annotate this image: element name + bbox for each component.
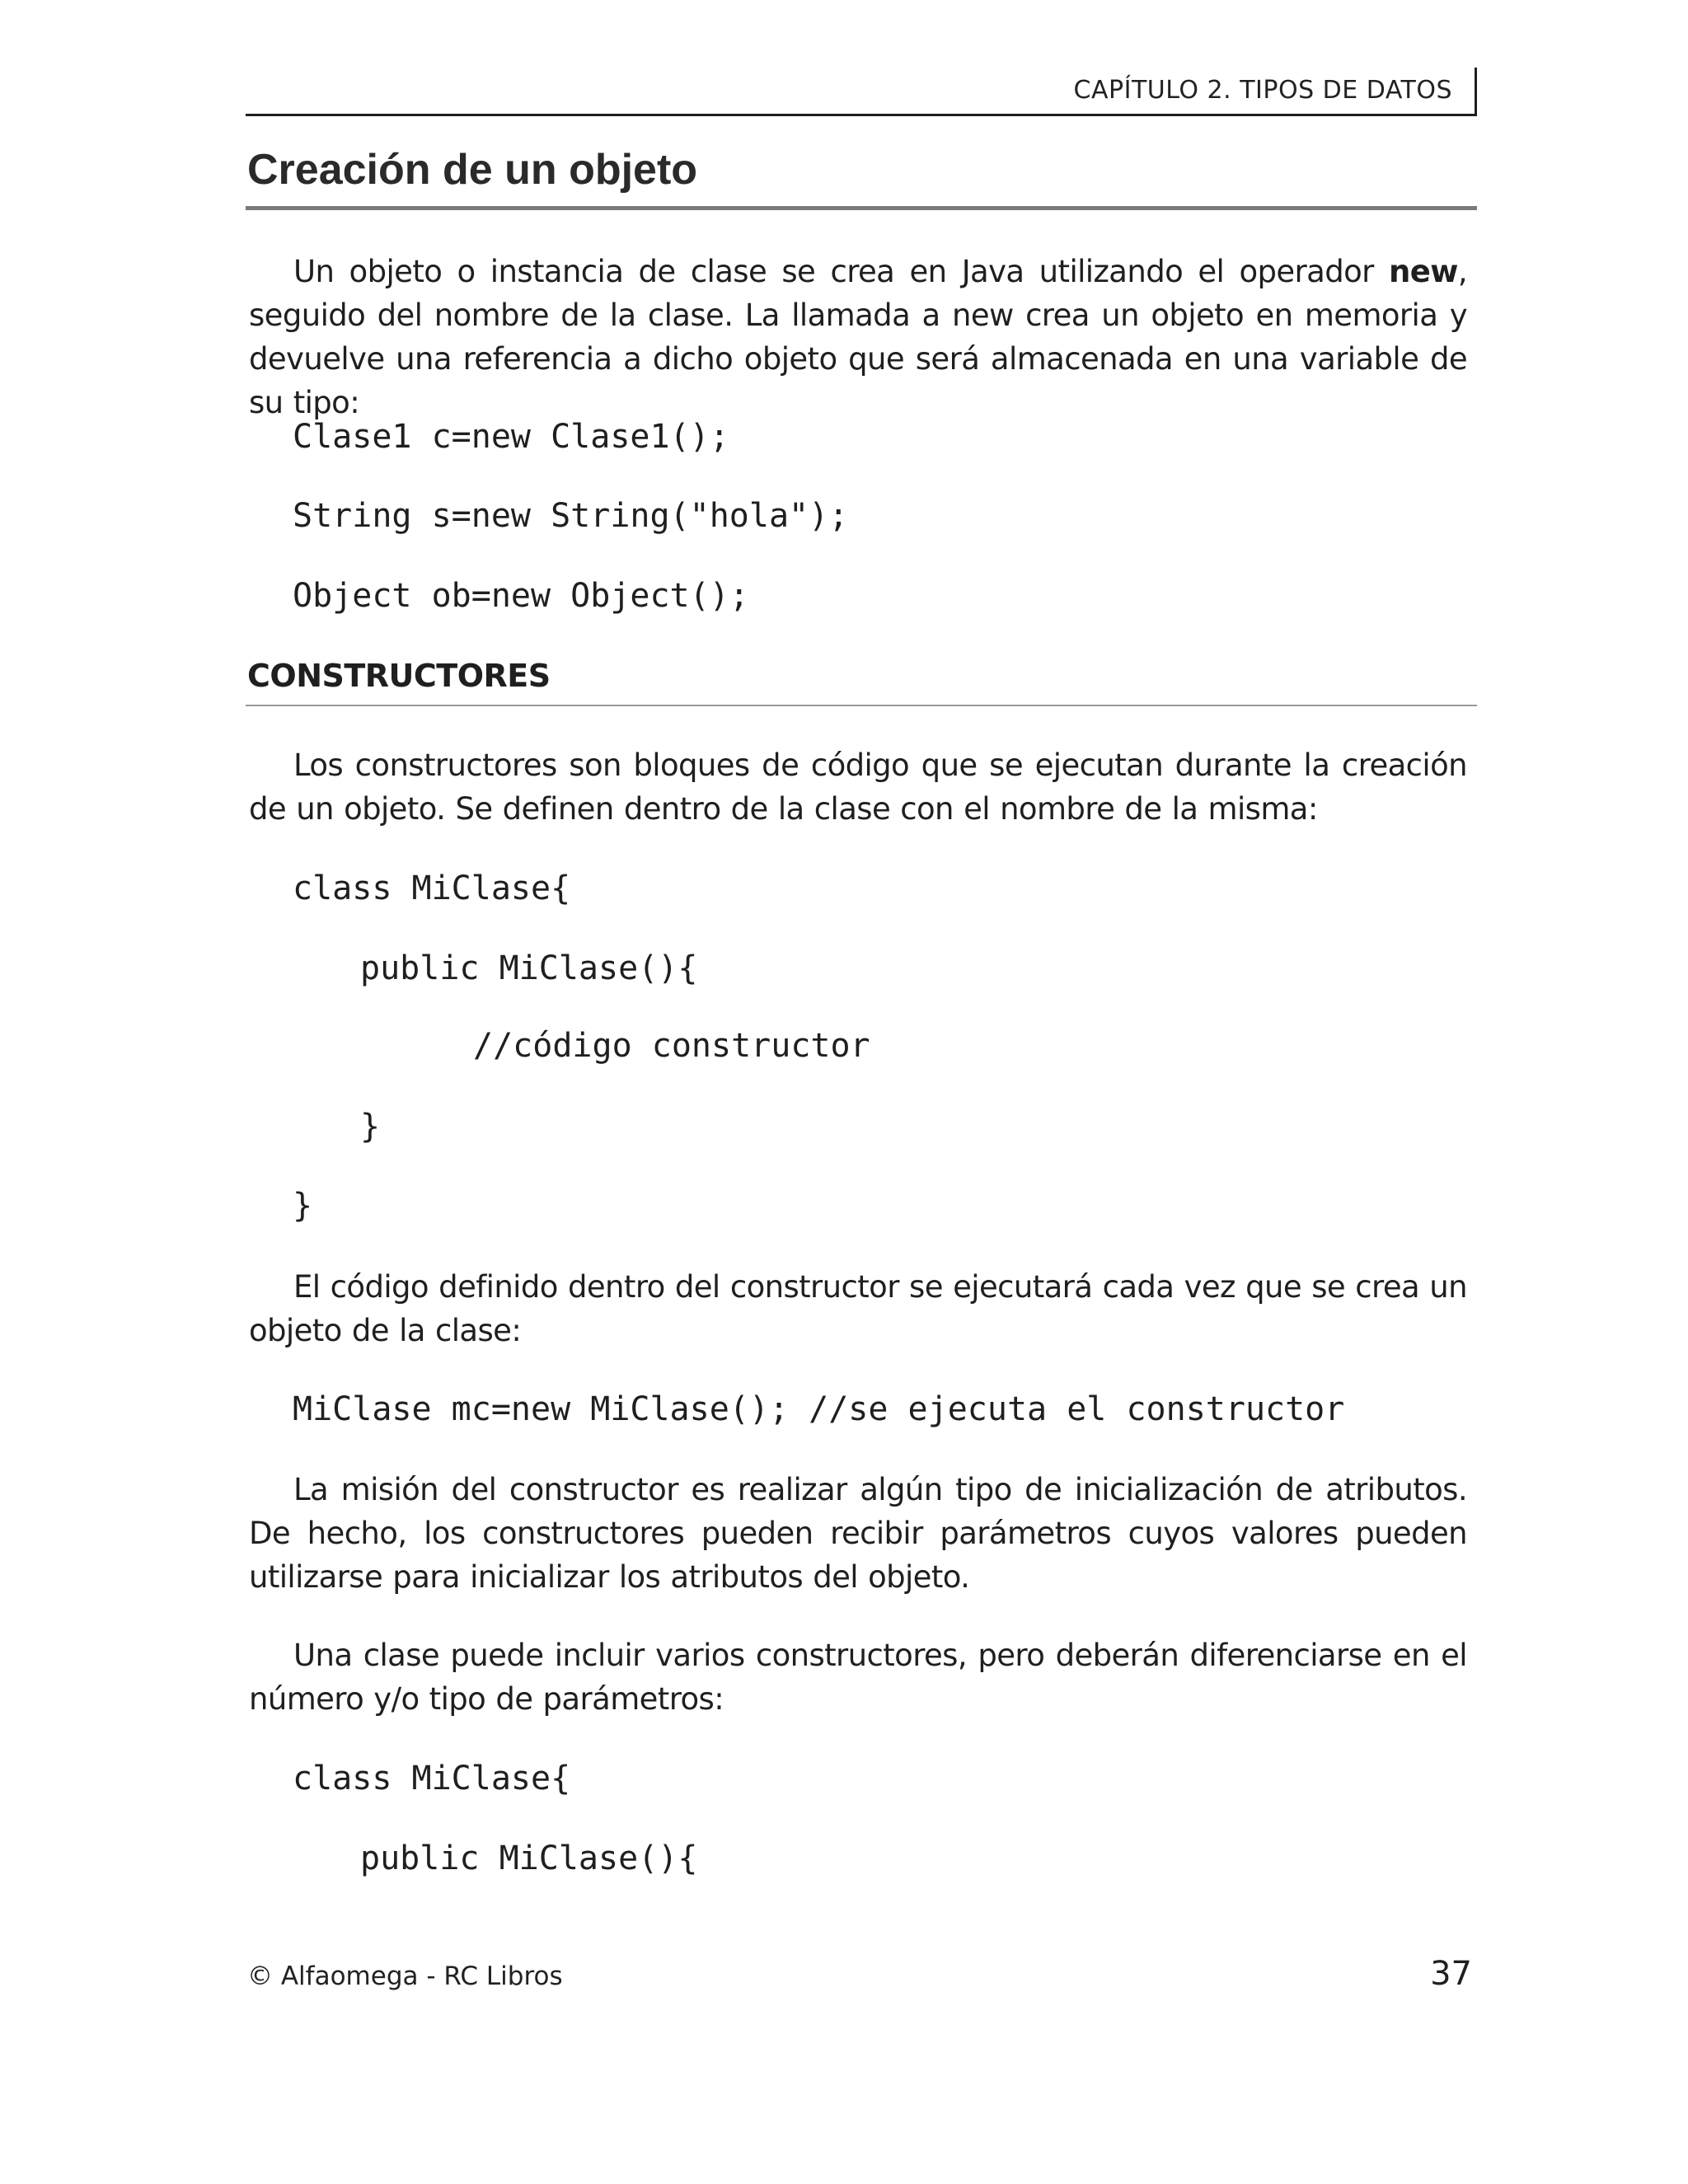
intro-text-1: Un objeto o instancia de clase se crea en Java utilizando el operador <box>293 254 1389 289</box>
header-edge-rule <box>1475 68 1477 114</box>
intro-keyword-new: new <box>1389 254 1458 289</box>
section-title-rule <box>246 206 1477 210</box>
paragraph-constructors: Los constructores son bloques de código que se ejecutan durante la creación de un objeto. Se definen dentro de la clase con el nombre de la misma: <box>249 748 1467 827</box>
code-line: public MiClase(){ <box>360 1840 698 1877</box>
code-line: class MiClase{ <box>293 869 571 907</box>
subheading-constructores: CONSTRUCTORES <box>247 658 551 694</box>
code-line: class MiClase{ <box>293 1760 571 1797</box>
subheading-rule <box>246 705 1477 706</box>
page-number: 37 <box>1430 1955 1472 1993</box>
paragraph-multiple-constructors: Una clase puede incluir varios constructores, pero deberán diferenciarse en el número y/o tipo de parámetros: <box>249 1638 1467 1717</box>
intro-text-2: , seguido del nombre de la clase. La llamada a new crea un objeto en memoria y devuelve una referencia a dicho objeto que será almacenada en una variable de su tipo: <box>249 254 1467 420</box>
section-title: Creación de un objeto <box>247 146 698 194</box>
paragraph-mission: La misión del constructor es realizar algún tipo de inicialización de atributos. De hecho, los constructores pueden recibir parámetros cuyos valores pueden utilizarse para inicializar los atributos del objeto. <box>249 1472 1467 1595</box>
paragraph-constructor-runs: El código definido dentro del constructor se ejecutará cada vez que se crea un objeto de la clase: <box>249 1269 1467 1348</box>
code-line: } <box>360 1108 381 1146</box>
footer-publisher: © Alfaomega - RC Libros <box>247 1961 563 1991</box>
chapter-title: CAPÍTULO 2. TIPOS DE DATOS <box>1073 76 1452 105</box>
code-line: Object ob=new Object(); <box>293 577 749 615</box>
code-line: public MiClase(){ <box>360 949 698 987</box>
code-comment: //código constructor <box>473 1027 870 1065</box>
running-header <box>246 68 1477 116</box>
code-line: Clase1 c=new Clase1(); <box>293 418 729 456</box>
code-line: MiClase mc=new MiClase(); //se ejecuta el constructor <box>293 1390 1345 1428</box>
code-line: String s=new String("hola"); <box>293 497 849 535</box>
paragraph-intro <box>249 250 1467 424</box>
code-line: } <box>293 1187 313 1225</box>
